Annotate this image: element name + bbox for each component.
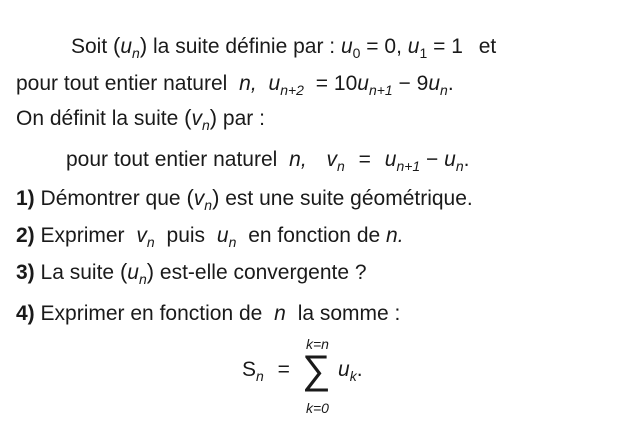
sum-formula — [214, 336, 414, 428]
intro-line: Soit $(u_n)$ la suite définie par : $u_0 = 0$, $u_1 = 1$ et — [71, 33, 497, 61]
intro-la-suite: la suite définie par : — [153, 35, 336, 58]
intro-soit: Soit — [71, 35, 108, 58]
question-4: 4) Exprimer en fonction de n la somme : — [16, 302, 401, 325]
recurrence-line: pour tout entier naturel n, $u_{n+2} = 10u_{n+1} - 9u_n$. — [16, 72, 454, 98]
sigma-symbol: ∑ — [302, 348, 331, 392]
question-3: 3) La suite $(u_n)$ est-elle convergente ? — [16, 259, 367, 287]
define-v-line: On définit la suite $(v_n)$ par : — [16, 105, 265, 133]
question-2: 2) Exprimer $v_n$ puis $u_n$ en fonction de n. — [16, 224, 404, 250]
sum-lower-bound: k=0 — [306, 400, 329, 416]
sum-term: $u_k$. — [338, 358, 363, 384]
v-definition-line: pour tout entier naturel n, $v_n = u_{n+1} - u_n$. — [66, 148, 470, 174]
sum-upper-bound: k=n — [306, 336, 329, 352]
question-1: 1) Démontrer que $(v_n)$ est une suite géométrique. — [16, 185, 473, 213]
sum-lhs: $S_n$ = — [242, 358, 290, 384]
seq-u: u — [120, 35, 133, 58]
